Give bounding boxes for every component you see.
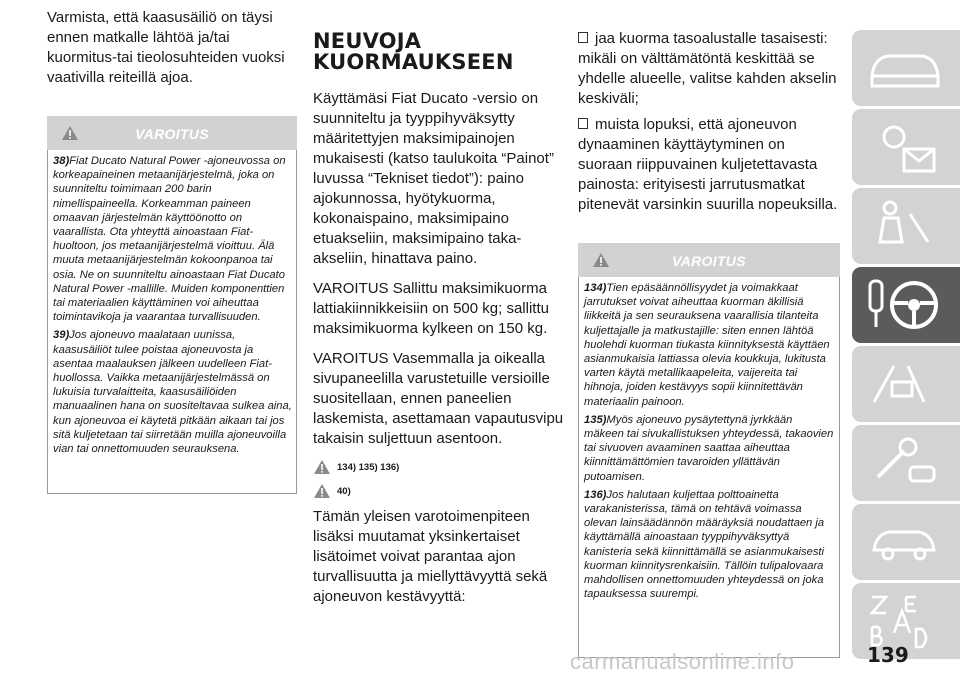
warning-box (578, 277, 840, 658)
column-middle (313, 0, 565, 607)
key-steering-wheel-icon (864, 273, 944, 337)
intro-paragraph: Varmista, että kaasusäiliö on täysi ennen matkalle lähtöä ja/tai kuormitus-tai tieolosuhteiden vuoksi vaativilla reiteillä ajoa. (47, 9, 285, 86)
checkbox-bullet-icon (578, 118, 588, 129)
warning-triangle-icon (61, 125, 79, 141)
reference-row (313, 459, 565, 475)
warning-header (47, 116, 297, 150)
warning-item (53, 154, 292, 324)
warning-text: Tien epäsäännöllisyydet ja voimakkaat jarrutukset voivat aiheuttaa kuorman äkillisiä liikkeitä ja sen seurauksena vaarallisia tilanteita kuljettajalle ja matkustajille: siten ennen lähtöä huolehdi kuorman tiukasta kiinnityksestä käyttäen asianmukaisia lattiassa olevia koukkuja, lukitusta varten käytä metallikaapeleita, vaijereita tai hihnoja, joiden kestävyys sopii kiinnitettävän materiaalin painoon. (584, 282, 830, 408)
tab-safety[interactable] (852, 188, 960, 264)
chapter-sidebar (852, 30, 960, 662)
warning-number: 136) (584, 488, 607, 501)
airbag-safety-icon (864, 194, 944, 258)
warning-lights-icon (864, 115, 944, 179)
section-heading-line1: NEUVOJA (313, 29, 422, 53)
warning-triangle-icon (313, 459, 331, 475)
column-right (578, 29, 840, 658)
closing-paragraph: Tämän yleisen varotoimenpiteen lisäksi muutamat yksinkertaiset lisätoimet voivat parantaa ajon turvallisuutta ja miellyttävyyttä sekä ajoneuvon kestävyyttä: (313, 508, 548, 605)
road-car-icon (864, 352, 944, 416)
bullet-item (578, 115, 840, 215)
column-left (47, 0, 297, 494)
tab-warning-lights[interactable] (852, 109, 960, 185)
warning-box (47, 150, 297, 494)
car-dashboard-icon (864, 36, 944, 100)
warning-triangle-icon (592, 252, 610, 268)
warning-title: VAROITUS (672, 253, 746, 269)
warning-item (53, 328, 292, 456)
warning-text: Fiat Ducato Natural Power -ajoneuvossa on korkeapaineinen metaanijärjestelmä, joka on suunniteltu toimimaan 200 barin nimellispaineella. Korkeamman paineen omaavan järjestelmän käyttöönotto on vaarallista. Ota yhteyttä ainoastaan Fiat-huoltoon, jos metaanijärjestelmä vioittuu. Älä muuta metaanijärjestelmän kokoonpanoa tai osia. Ne on suunniteltu ainoastaan Fiat Ducato Natural Power -mallille. Muiden komponenttien tai materiaalien käyttäminen voi aiheuttaa toimintavikoja ja vaarantaa turvallisuuden. (53, 155, 286, 324)
warning-item (584, 413, 835, 484)
paragraph: VAROITUS Vasemmalla ja oikealla sivupaneelilla varustetuille versioille suositellaan, ennen paneelien laskemista, asettamaan vapautusvipu takaisin suljettuun asentoon. (313, 350, 564, 447)
section-heading (313, 31, 565, 73)
warning-number: 134) (584, 282, 607, 294)
checkbox-bullet-icon (578, 32, 588, 43)
caution-references: 40) (337, 485, 351, 497)
warning-references: 134) 135) 136) (337, 461, 400, 473)
paragraph: VAROITUS Sallittu maksimikuorma lattiakiinnikkeisiin on 500 kg; sallittu maksimikuorma kylkeen on 150 kg. (313, 280, 549, 337)
reference-row (313, 483, 565, 499)
warning-number: 38) (53, 155, 70, 167)
warning-item (584, 488, 835, 602)
page-number: 139 (867, 643, 909, 667)
watermark: carmanualsonline.info (570, 649, 795, 674)
caution-triangle-icon (313, 483, 331, 499)
bullet-text: jaa kuorma tasoalustalle tasaisesti: mikäli on välttämätöntä keskittää se yhdelle alueelle, valitse kahden akselin keskiväli; (578, 30, 837, 107)
tab-technical-data[interactable] (852, 504, 960, 580)
car-specs-icon (864, 510, 944, 574)
warning-title: VAROITUS (135, 126, 209, 142)
tab-emergency[interactable] (852, 346, 960, 422)
wrench-car-icon (864, 431, 944, 495)
warning-header (578, 243, 840, 277)
warning-text: Jos ajoneuvo maalataan uunissa, kaasusäiliöt tulee poistaa ajoneuvosta ja asentaa maalauksen jälkeen uudelleen Fiat-huollossa. Vaikka metaanijärjestelmässä on lukuisia turvalaitteita, kaasusäiliöiden manuaalinen hana on suositeltavaa sulkea aina, kun ajoneuvoa ei käytetä pitkään aikaan tai jos sitä kuljetetaan tai siirretään muilla ajoneuvoilla vian tai onnettomuuden seurauksena. (53, 329, 292, 456)
section-heading-line2: KUORMAUKSEEN (313, 50, 514, 74)
tab-starting-driving[interactable] (852, 267, 960, 343)
tab-maintenance[interactable] (852, 425, 960, 501)
warning-number: 39) (53, 329, 70, 342)
warning-number: 135) (584, 413, 607, 426)
paragraph: Käyttämäsi Fiat Ducato -versio on suunniteltu ja tyyppihyväksytty määritettyjen maksimipainojen mukaisesti (katso taulukoita “Painot” luvussa “Tekniset tiedot”): paino ajokunnossa, hyötykuorma, kokonaispaino, maksimipaino etuakseliin, maksimipaino taka-akseliin, hinattava paino. (313, 90, 554, 267)
bullet-item (578, 29, 840, 109)
tab-dashboard[interactable] (852, 30, 960, 106)
warning-item (584, 281, 835, 409)
bullet-text: muista lopuksi, että ajoneuvon dynaaminen käyttäytyminen on suoraan riippuvainen kuljetettavasta painosta: erityisesti jarrutusmatkat pitenevät varsinkin suurilla nopeuksilla. (578, 116, 838, 213)
warning-text: Myös ajoneuvo pysäytettynä jyrkkään mäkeen tai sivukallistuksen yhteydessä, takaovien tai sivuoven avaaminen saattaa aiheuttaa kiinnittämättömien tavaroiden yllättävän putoamisen. (584, 413, 834, 483)
warning-text: Jos halutaan kuljettaa polttoainetta varakanisterissa, tämä on tehtävä voimassa olevan lainsäädännön määräyksiä noudattaen ja käyttämällä ainoastaan tyyppihyväksyttyä kanisteria sekä kiinnittämällä se asianmukaisesti kuorman kiinnitysrenkaisiin. Tällöin tulipalovaara mahdollisen onnettomuuden yhteydessä on joka tapauksessa suurempi. (584, 488, 825, 601)
